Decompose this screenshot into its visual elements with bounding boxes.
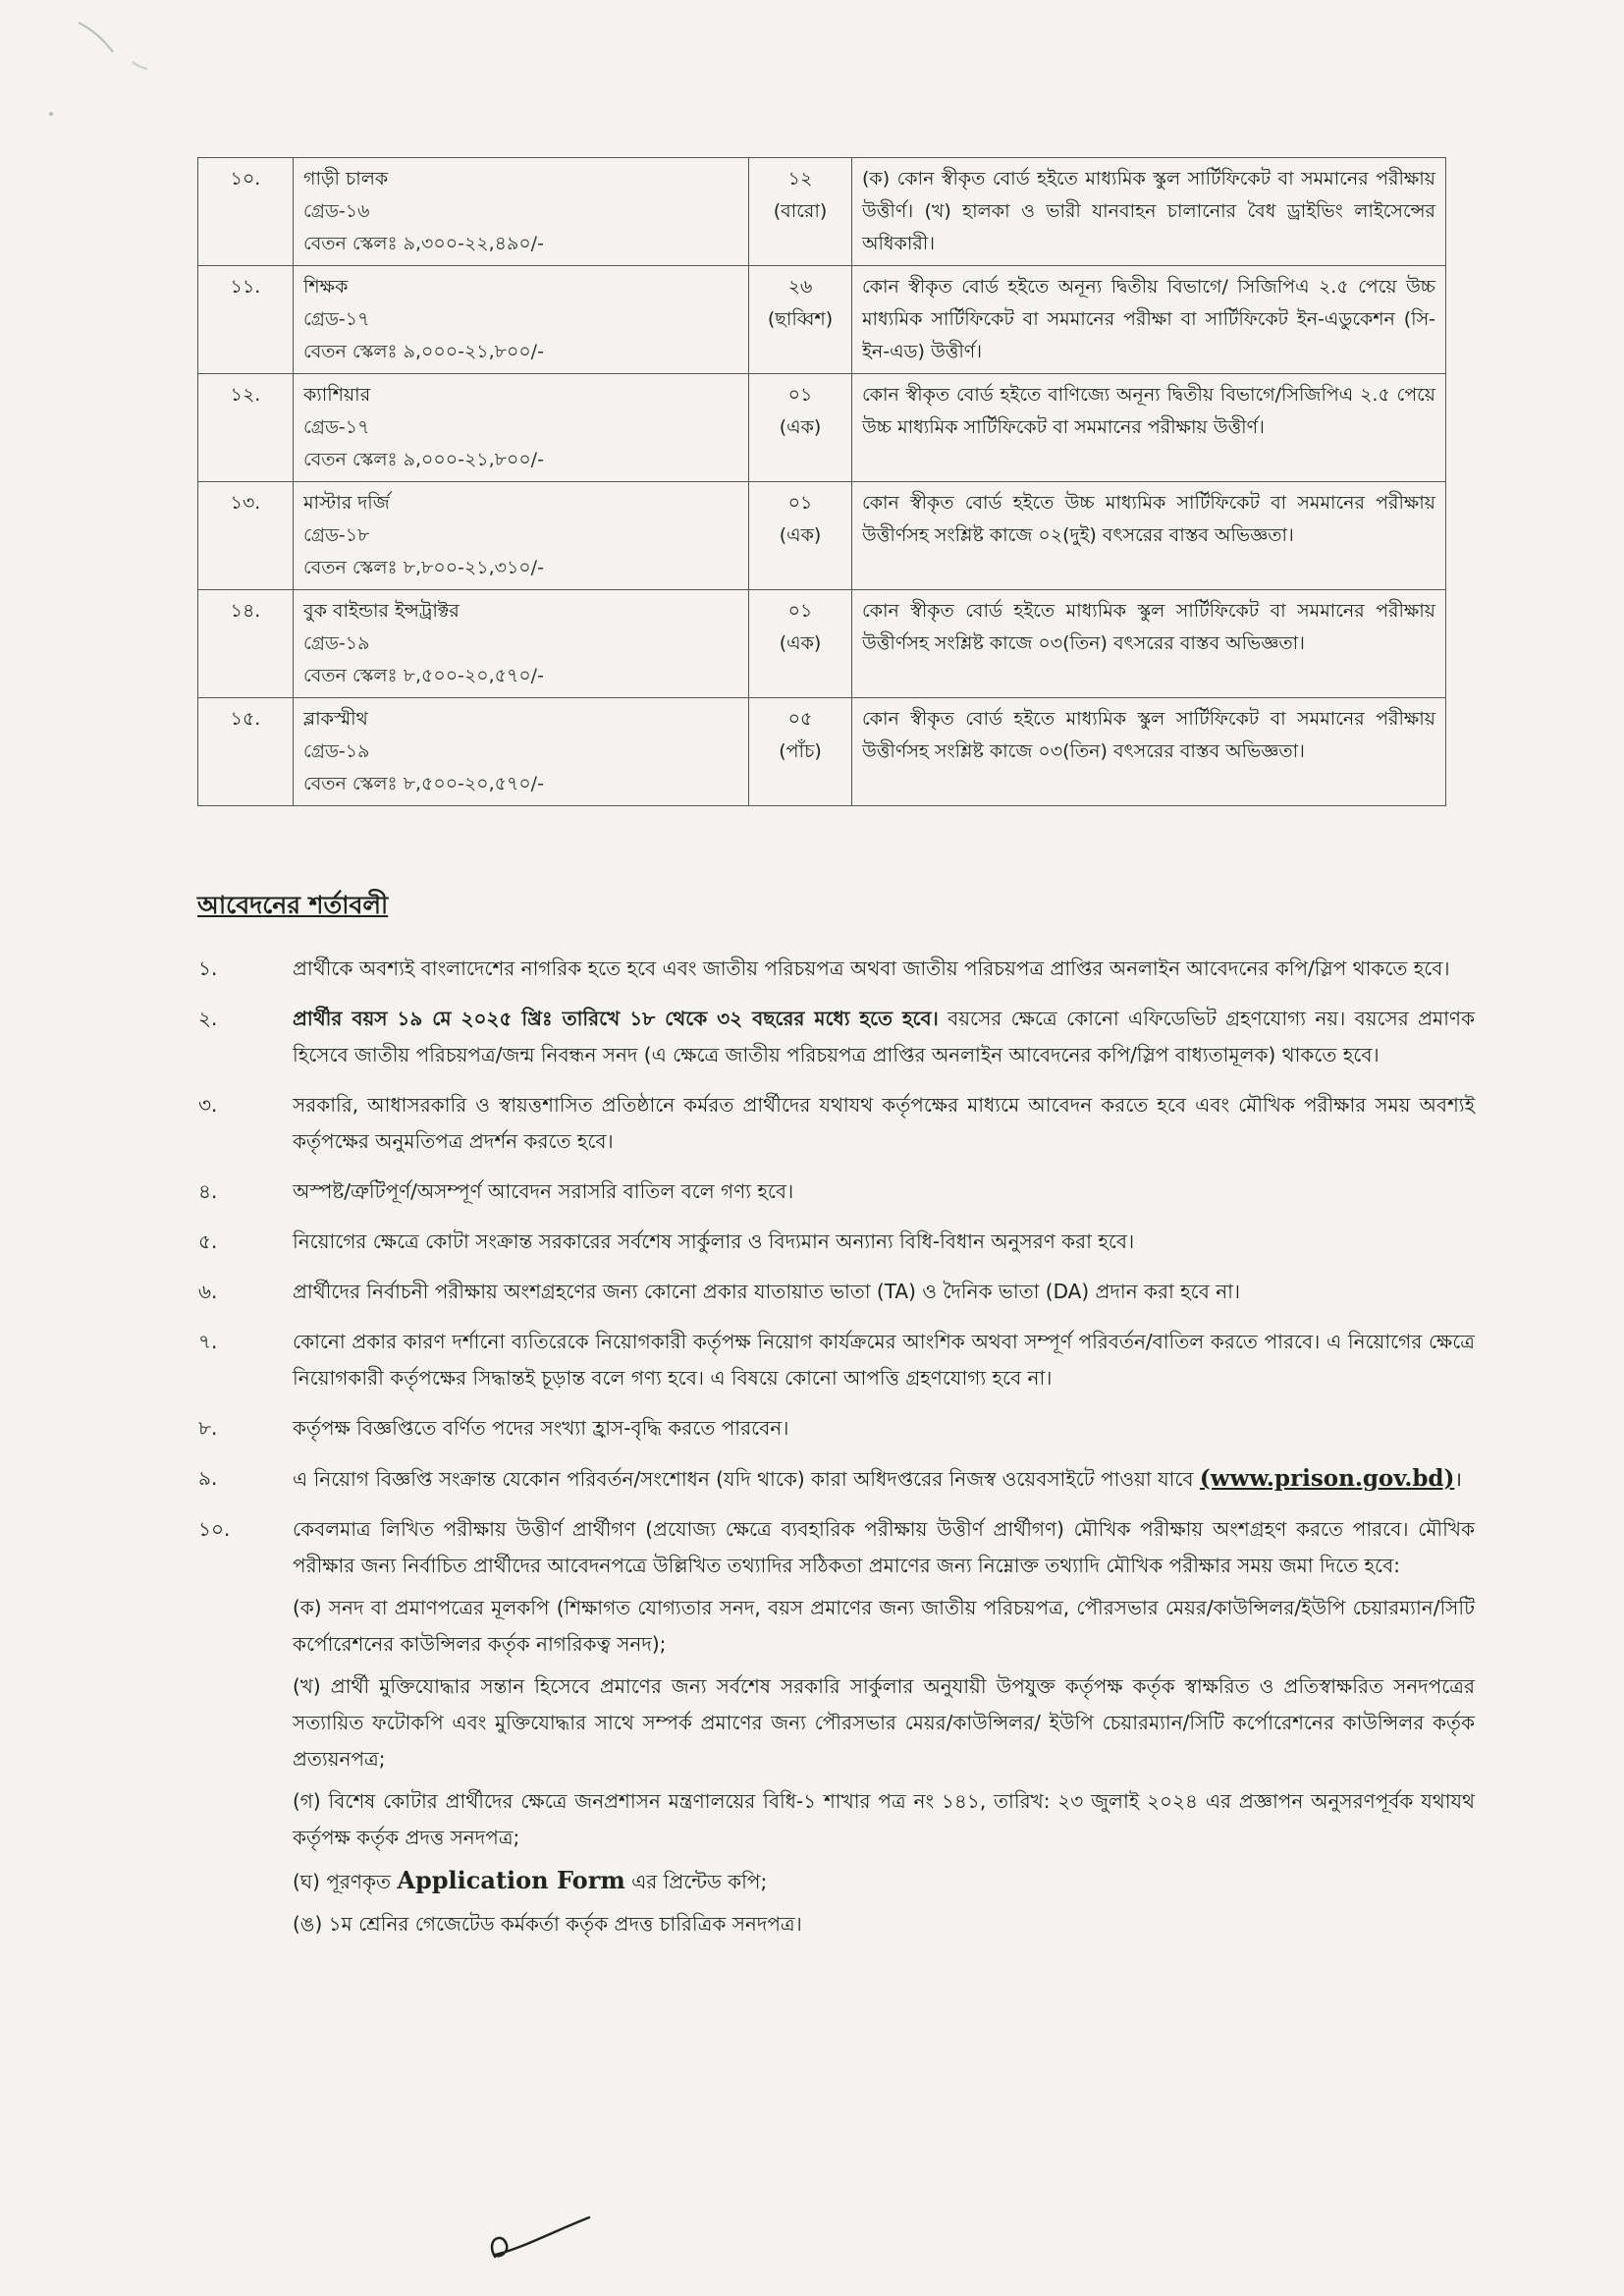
post-name: মাস্টার দর্জি [303,492,390,514]
condition-item [198,1274,1475,1310]
post-grade: গ্রেড-১৭ [303,308,370,330]
post-count: ০১ [787,384,813,406]
post-grade: গ্রেড-১৭ [303,416,370,438]
table-row [198,698,1446,806]
signature-initial [481,2210,599,2269]
document-requirement: (ঙ) ১ম শ্রেনির গেজেটেড কর্মকর্তা কর্তৃক প্রদত্ত চারিত্রিক সনদপত্র। [293,1912,802,1936]
post-count: ০১ [787,492,813,514]
post-count: ১২ [787,168,813,190]
condition-item [198,1087,1475,1160]
post-pay-scale: বেতন স্কেলঃ ৮,৮০০-২১,৩১০/- [303,557,544,578]
condition-number: ৯. [198,1466,218,1490]
condition-item [198,951,1475,987]
condition-number: ৪. [198,1179,218,1203]
table-row [198,266,1446,374]
age-requirement: প্রার্থীর বয়স ১৯ মে ২০২৫ খ্রিঃ তারিখে ১৮ থেকে ৩২ বছরের মধ্যে হতে হবে। [293,1007,939,1030]
condition-number: ১. [198,957,218,980]
post-count: ২৬ [787,276,813,298]
condition-item [198,1174,1475,1210]
post-count-cell [749,374,852,482]
condition-text: কোনো প্রকার কারণ দর্শানো ব্যতিরেকে নিয়োগকারী কর্তৃপক্ষ নিয়োগ কার্যক্রমের আংশিক অথবা সম্পূর্ণ পরিবর্তন/বাতিল করতে পারবে। এ নিয়োগের ক্ষেত্রে নিয়োগকারী কর্তৃপক্ষের সিদ্ধান্তই চূড়ান্ত বলে গণ্য হবে। এ বিষয়ে কোনো আপত্তি গ্রহণযোগ্য হবে না। [293,1330,1475,1390]
condition-text: এ নিয়োগ বিজ্ঞপ্তি সংক্রান্ত যেকোন পরিবর্তন/সংশোধন (যদি থাকে) কারা অধিদপ্তরের নিজস্ব ওয়েবসাইটে পাওয়া যাবে [293,1467,1200,1491]
condition-item [198,1460,1475,1498]
serial-number: ১২. [198,374,294,482]
job-posts-table [197,157,1446,806]
qualification: কোন স্বীকৃত বোর্ড হইতে অনূন্য দ্বিতীয় বিভাগে/ সিজিপিএ ২.৫ পেয়ে উচ্চ মাধ্যমিক সার্টিফিকেট বা সমমানের পরীক্ষা বা সার্টিফিকেট ইন-এডুকেশন (সি-ইন-এড) উত্তীর্ণ। [852,266,1446,374]
document-requirement: (ক) সনদ বা প্রমাণপত্রের মূলকপি (শিক্ষাগত যোগ্যতার সনদ, বয়স প্রমাণের জন্য জাতীয় পরিচয়পত্র, পৌরসভার মেয়র/কাউন্সিলর/ইউপি চেয়ারম্যান/সিটি কর্পোরেশনের কাউন্সিলর কর্তৃক নাগরিকত্ব সনদ); [293,1596,1476,1656]
post-grade: গ্রেড-১৬ [303,200,370,222]
qualification: (ক) কোন স্বীকৃত বোর্ড হইতে মাধ্যমিক স্কুল সার্টিফিকেট বা সমমানের পরীক্ষায় উত্তীর্ণ। (খ) হালকা ও ভারী যানবাহন চালানোর বৈধ ড্রাইভিং লাইসেন্সের অধিকারী। [852,158,1446,266]
post-pay-scale: বেতন স্কেলঃ ৯,০০০-২১,৮০০/- [303,341,544,362]
form-text-post: এর প্রিন্টেড কপি; [624,1870,768,1893]
post-cell [294,482,749,590]
post-pay-scale: বেতন স্কেলঃ ৮,৫০০-২০,৫৭০/- [303,773,544,794]
condition-item [198,1224,1475,1260]
post-cell [294,158,749,266]
table-row [198,590,1446,698]
post-count-words: (ছাব্বিশ) [767,308,834,330]
condition-text: অস্পষ্ট/ত্রুটিপূর্ণ/অসম্পূর্ণ আবেদন সরাসরি বাতিল বলে গণ্য হবে। [293,1179,794,1203]
condition-number: ৩. [198,1093,218,1117]
form-text-pre: (ঘ) পূরণকৃত [293,1870,398,1893]
condition-number: ৬. [198,1280,218,1303]
post-cell [294,266,749,374]
conditions-list [198,951,1475,1956]
condition-number: ৮. [198,1416,218,1440]
condition-text: প্রার্থীদের নির্বাচনী পরীক্ষায় অংশগ্রহণের জন্য কোনো প্রকার যাতায়াত ভাতা (TA) ও দৈনিক ভাতা (DA) প্রদান করা হবে না। [293,1280,1241,1303]
post-count-words: (বারো) [773,200,828,222]
serial-number: ১৩. [198,482,294,590]
post-count: ০৫ [787,708,813,730]
serial-number: ১৫. [198,698,294,806]
post-grade: গ্রেড-১৮ [303,524,370,546]
qualification: কোন স্বীকৃত বোর্ড হইতে বাণিজ্যে অনূন্য দ্বিতীয় বিভাগে/সিজিপিএ ২.৫ পেয়ে উচ্চ মাধ্যমিক সার্টিফিকেট বা সমমানের পরীক্ষায় উত্তীর্ণ। [852,374,1446,482]
condition-text: বয়সের ক্ষেত্রে কোনো এফিডেভিট গ্রহণযোগ্য নয়। বয়সের প্রমাণক হিসেবে জাতীয় পরিচয়পত্র/জন্ম নিবন্ধন সনদ (এ ক্ষেত্রে জাতীয় পরিচয়পত্র প্রাপ্তির অনলাইন আবেদনের কপি/স্লিপ বাধ্যতামূলক) থাকতে হবে। [293,1007,1475,1066]
post-count: ০১ [787,600,813,622]
qualification: কোন স্বীকৃত বোর্ড হইতে উচ্চ মাধ্যমিক সার্টিফিকেট বা সমমানের পরীক্ষায় উত্তীর্ণসহ সংশ্লিষ্ট কাজে ০২(দুই) বৎসরের বাস্তব অভিজ্ঞতা। [852,482,1446,590]
condition-text: কেবলমাত্র লিখিত পরীক্ষায় উত্তীর্ণ প্রার্থীগণ (প্রযোজ্য ক্ষেত্রে ব্যবহারিক পরীক্ষায় উত্তীর্ণ প্রার্থীগণ) মৌখিক পরীক্ষায় অংশগ্রহণ করতে পারবে। মৌখিক পরীক্ষার জন্য নির্বাচিত প্রার্থীদের আবেদনপত্রে উল্লিখিত তথ্যাদির সঠিকতা প্রমাণের জন্য নিম্নোক্ত তথ্যাদি মৌখিক পরীক্ষার সময় জমা দিতে হবে: [293,1517,1475,1577]
scan-smudge [39,8,187,126]
table-row [198,374,1446,482]
condition-number: ১০. [198,1517,231,1541]
condition-number: ৭. [198,1330,218,1353]
document-requirement-form [293,1862,1475,1900]
qualification: কোন স্বীকৃত বোর্ড হইতে মাধ্যমিক স্কুল সার্টিফিকেট বা সমমানের পরীক্ষায় উত্তীর্ণসহ সংশ্লিষ্ট কাজে ০৩(তিন) বৎসরের বাস্তব অভিজ্ঞতা। [852,590,1446,698]
post-cell [294,698,749,806]
post-count-cell [749,590,852,698]
post-grade: গ্রেড-১৯ [303,740,370,762]
post-name: শিক্ষক [303,276,349,298]
condition-text: কর্তৃপক্ষ বিজ্ঞপ্তিতে বর্ণিত পদের সংখ্যা হ্রাস-বৃদ্ধি করতে পারবেন। [293,1416,789,1440]
post-count-cell [749,482,852,590]
condition-text: নিয়োগের ক্ষেত্রে কোটা সংক্রান্ত সরকারের সর্বশেষ সার্কুলার ও বিদ্যমান অন্যান্য বিধি-বিধান অনুসরণ করা হবে। [293,1230,1135,1253]
website-link[interactable]: (www.prison.gov.bd) [1199,1465,1455,1492]
document-requirement: (গ) বিশেষ কোটার প্রার্থীদের ক্ষেত্রে জনপ্রশাসন মন্ত্রণালয়ের বিধি-১ শাখার পত্র নং ১৪১, তারিখ: ২৩ জুলাই ২০২৪ এর প্রজ্ঞাপন অনুসরণপূর্বক যথাযথ কর্তৃপক্ষ কর্তৃক প্রদত্ত সনদপত্র; [293,1789,1475,1849]
post-grade: গ্রেড-১৯ [303,632,370,654]
conditions-heading: আবেদনের শর্তাবলী [197,891,389,919]
qualification: কোন স্বীকৃত বোর্ড হইতে মাধ্যমিক স্কুল সার্টিফিকেট বা সমমানের পরীক্ষায় উত্তীর্ণসহ সংশ্লিষ্ট কাজে ০৩(তিন) বৎসরের বাস্তব অভিজ্ঞতা। [852,698,1446,806]
condition-item [198,1410,1475,1447]
post-count-words: (পাঁচ) [779,740,822,762]
post-cell [294,590,749,698]
condition-number: ৫. [198,1230,218,1253]
condition-item [198,1324,1475,1396]
post-pay-scale: বেতন স্কেলঃ ৮,৫০০-২০,৫৭০/- [303,665,544,686]
post-name: ক্যাশিয়ার [303,384,371,406]
post-pay-scale: বেতন স্কেলঃ ৯,০০০-২১,৮০০/- [303,449,544,470]
table-row [198,482,1446,590]
document-requirement: (খ) প্রার্থী মুক্তিযোদ্ধার সন্তান হিসেবে প্রমাণের জন্য সর্বশেষ সরকারি সার্কুলার অনুযায়ী উপযুক্ত কর্তৃপক্ষ কর্তৃক স্বাক্ষরিত ও প্রতিস্বাক্ষরিত সনদপত্রের সত্যায়িত ফটোকপি এবং মুক্তিযোদ্ধার সাথে সম্পর্ক প্রমাণের জন্য পৌরসভার মেয়র/কাউন্সিলর/ ইউপি চেয়ারম্যান/সিটি কর্পোরেশনের কাউন্সিলর কর্তৃক প্রত্যয়নপত্র; [293,1674,1475,1771]
post-count-words: (এক) [779,632,822,654]
condition-item [198,1001,1475,1073]
condition-item [198,1511,1475,1942]
post-cell [294,374,749,482]
post-count-words: (এক) [779,416,822,438]
post-pay-scale: বেতন স্কেলঃ ৯,৩০০-২২,৪৯০/- [303,233,544,254]
condition-text: সরকারি, আধাসরকারি ও স্বায়ত্তশাসিত প্রতিষ্ঠানে কর্মরত প্রার্থীদের যথাযথ কর্তৃপক্ষের মাধ্যমে আবেদন করতে হবে এবং মৌখিক পরীক্ষার সময় অবশ্যই কর্তৃপক্ষের অনুমতিপত্র প্রদর্শন করতে হবে। [293,1093,1475,1153]
post-count-cell [749,698,852,806]
post-count-cell [749,266,852,374]
serial-number: ১৪. [198,590,294,698]
condition-number: ২. [198,1007,218,1030]
post-count-words: (এক) [779,524,822,546]
condition-text: প্রার্থীকে অবশ্যই বাংলাদেশের নাগরিক হতে হবে এবং জাতীয় পরিচয়পত্র অথবা জাতীয় পরিচয়পত্র প্রাপ্তির অনলাইন আবেদনের কপি/স্লিপ থাকতে হবে। [293,957,1450,980]
post-name: গাড়ী চালক [303,168,389,190]
application-form-label: Application Form [397,1866,625,1894]
serial-number: ১১. [198,266,294,374]
post-count-cell [749,158,852,266]
post-name: বুক বাইন্ডার ইন্সট্রাক্টর [303,600,460,622]
serial-number: ১০. [198,158,294,266]
table-row [198,158,1446,266]
condition-text-end: । [1454,1467,1462,1491]
post-name: ব্লাকস্মীথ [303,708,368,730]
